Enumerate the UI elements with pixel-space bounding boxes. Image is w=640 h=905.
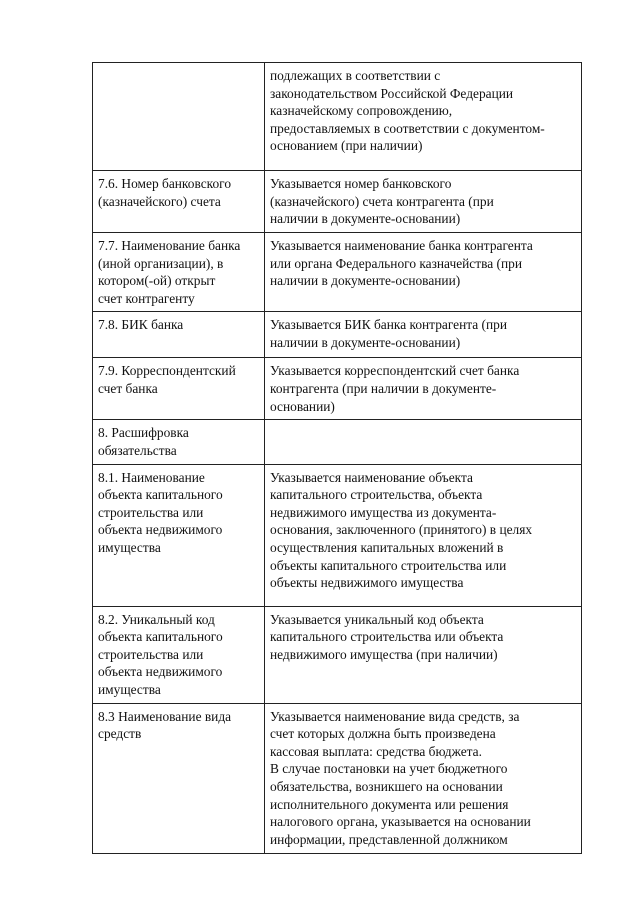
description-cell [265, 171, 582, 233]
table-row [93, 703, 582, 853]
description-line: контрагента (при наличии в документе- [270, 380, 497, 396]
description-line: налогового органа, указывается на основании [270, 814, 531, 830]
description-line: основанием (при наличии) [270, 138, 423, 154]
description-cell [265, 63, 582, 171]
description-line: (казначейского) счета контрагента (при [270, 193, 494, 209]
field-name-line: (казначейского) счета [98, 193, 221, 209]
description-line: кассовая выплата: средства бюджета. [270, 743, 482, 759]
description-line: капитального строительства или объекта [270, 629, 504, 645]
description-line: обязательства, возникшего на основании [270, 778, 503, 794]
description-line: наличии в документе-основании) [270, 211, 461, 227]
field-name-cell [93, 63, 265, 171]
table-row [93, 171, 582, 233]
field-name-line: счет контрагенту [98, 290, 195, 306]
description-cell [265, 358, 582, 420]
description-line: информации, представленной должником [270, 831, 508, 847]
description-line: объекты капитального строительства или [270, 557, 507, 573]
description-line: основания, заключенного (принятого) в целях [270, 522, 533, 538]
description-line: законодательством Российской Федерации [270, 85, 514, 101]
description-line: наличии в документе-основании) [270, 273, 461, 289]
table-row [93, 63, 582, 171]
field-name-line: 8.1. Наименование [98, 469, 205, 485]
requisites-table [92, 62, 582, 854]
field-name-line: средств [98, 726, 142, 742]
field-name-line: объекта капитального [98, 629, 223, 645]
field-name-cell [93, 233, 265, 312]
description-line: недвижимого имущества из документа- [270, 504, 497, 520]
field-name-line: 8. Расшифровка [98, 425, 189, 441]
field-name-line: котором(-ой) открыт [98, 273, 216, 289]
field-name-cell [93, 171, 265, 233]
description-line: В случае постановки на учет бюджетного [270, 761, 508, 777]
field-name-line: 8.2. Уникальный код [98, 611, 215, 627]
description-cell [265, 233, 582, 312]
field-name-line: строительства или [98, 504, 204, 520]
description-cell [265, 420, 582, 464]
field-name-cell [93, 358, 265, 420]
table-body [93, 63, 582, 854]
description-line: недвижимого имущества (при наличии) [270, 646, 498, 662]
field-name-line: строительства или [98, 646, 204, 662]
description-line: осуществления капитальных вложений в [270, 539, 504, 555]
field-name-line: 7.8. БИК банка [98, 317, 184, 333]
description-line: предоставляемых в соответствии с документом- [270, 120, 545, 136]
description-line: Указывается наименование банка контрагента [270, 238, 533, 253]
table-row [93, 358, 582, 420]
description-line: исполнительного документа или решения [270, 796, 509, 812]
description-cell [265, 312, 582, 358]
field-name-line: объекта капитального [98, 487, 223, 503]
field-name-cell [93, 464, 265, 606]
table-row [93, 233, 582, 312]
description-line: подлежащих в соответствии с [270, 68, 441, 83]
description-cell [265, 703, 582, 853]
field-name-line: (иной организации), в [98, 255, 224, 271]
field-name-line: имущества [98, 539, 161, 555]
description-line: Указывается корреспондентский счет банка [270, 363, 520, 379]
description-line: капитального строительства, объекта [270, 487, 483, 503]
table-row [93, 420, 582, 464]
field-name-line: 7.9. Корреспондентский [98, 363, 236, 379]
description-line: основании) [270, 398, 335, 414]
field-name-line: объекта недвижимого [98, 664, 223, 680]
description-line: наличии в документе-основании) [270, 334, 461, 350]
description-line: казначейскому сопровождению, [270, 103, 453, 119]
description-cell [265, 464, 582, 606]
field-name-cell [93, 703, 265, 853]
description-line: объекты недвижимого имущества [270, 575, 464, 591]
description-line: или органа Федерального казначейства (при [270, 255, 523, 271]
field-name-line: 8.3 Наименование вида [98, 708, 232, 724]
field-name-line: объекта недвижимого [98, 522, 223, 538]
table-row [93, 464, 582, 606]
description-line: Указывается наименование вида средств, за [270, 708, 520, 724]
description-line: Указывается номер банковского [270, 176, 452, 191]
field-name-line: 7.6. Номер банковского [98, 176, 232, 191]
description-line: Указывается наименование объекта [270, 469, 473, 485]
description-line: счет которых должна быть произведена [270, 726, 496, 742]
field-name-line: 7.7. Наименование банка [98, 238, 241, 253]
field-name-cell [93, 312, 265, 358]
description-line: Указывается БИК банка контрагента (при [270, 317, 508, 333]
table-row [93, 606, 582, 703]
field-name-cell [93, 420, 265, 464]
field-name-line: счет банка [98, 380, 158, 396]
description-cell [265, 606, 582, 703]
field-name-line: обязательства [98, 442, 177, 458]
field-name-line: имущества [98, 681, 161, 697]
field-name-cell [93, 606, 265, 703]
table-row [93, 312, 582, 358]
description-line: Указывается уникальный код объекта [270, 611, 484, 627]
